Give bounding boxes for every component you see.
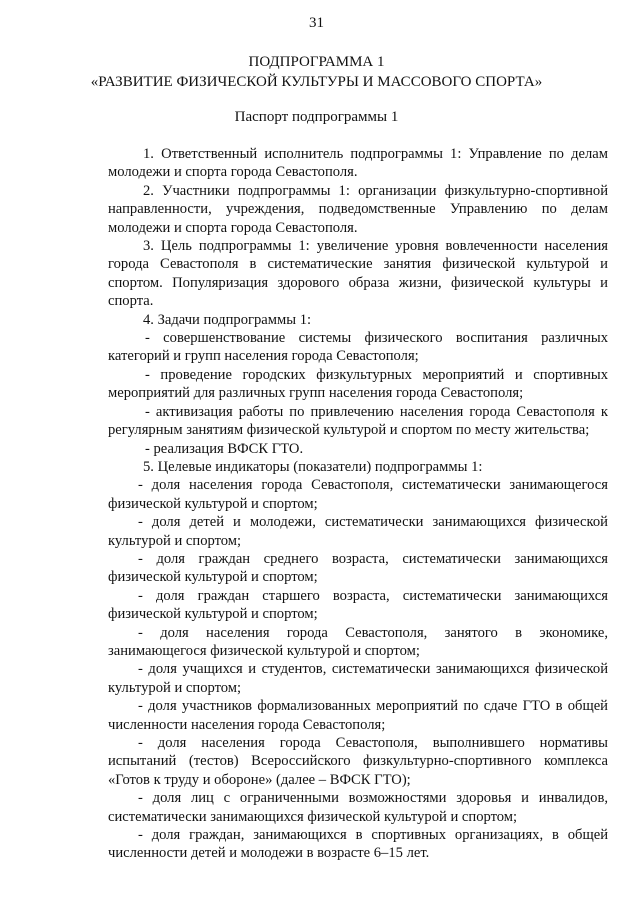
indicator-item: - доля лиц с ограниченными возможностями здоровья и инвалидов, систематически занимающихся физической культурой и спортом; <box>108 790 608 825</box>
task-item: - совершенствование системы физического воспитания различных категорий и групп населения города Севастополя; <box>108 330 608 365</box>
indicator-item: - доля граждан, занимающихся в спортивных организациях, в общей численности детей и молодежи в возрасте 6–15 лет. <box>108 827 608 862</box>
task-item: - активизация работы по привлечению населения города Севастополя к регулярным занятиям физической культурой и спортом по месту жительства; <box>108 403 608 439</box>
indicator-item: - доля населения города Севастополя, выполнившего нормативы испытаний (тестов) Всероссийского физкультурно-спортивного комплекса «Готов к труду и обороне» (далее – ВФСК ГТО); <box>108 735 608 788</box>
task-item: - реализация ВФСК ГТО. <box>145 440 304 457</box>
indicator-item: - доля населения города Севастополя, занятого в экономике, занимающегося физической культурой и спортом; <box>108 624 608 659</box>
page-number: 31 <box>309 15 324 31</box>
indicator-item: - доля граждан среднего возраста, систематически занимающихся физической культурой и спортом; <box>108 550 608 586</box>
indicator-item: - доля детей и молодежи, систематически занимающихся физической культурой и спортом; <box>108 514 608 549</box>
paragraph-responsible-executor: 1. Ответственный исполнитель подпрограммы 1: Управление по делам молодежи и спорта города Севастополя. <box>108 146 608 181</box>
paragraph-goal: 3. Цель подпрограммы 1: увеличение уровня вовлеченности населения города Севастополя в систематические занятия физической культурой и спортом. Популяризация здорового образа жизни, физической культуры и спорта. <box>108 238 608 310</box>
document-body <box>108 145 608 863</box>
passport-heading: Паспорт подпрограммы 1 <box>234 109 399 125</box>
paragraph-tasks-heading: 4. Задачи подпрограммы 1: <box>143 311 312 328</box>
paragraph-indicators-heading: 5. Целевые индикаторы (показатели) подпрограммы 1: <box>143 458 483 475</box>
indicator-item: - доля населения города Севастополя, систематически занимающегося физической культурой и спортом; <box>108 477 608 512</box>
indicator-item: - доля граждан старшего возраста, систематически занимающихся физической культурой и спортом; <box>108 587 608 623</box>
paragraph-participants: 2. Участники подпрограммы 1: организации физкультурно-спортивной направленности, учреждения, подведомственные Управлению по делам молодежи и спорта города Севастополя. <box>108 182 608 236</box>
section-title-line-1: ПОДПРОГРАММА 1 <box>248 54 385 70</box>
indicator-item: - доля участников формализованных мероприятий по сдаче ГТО в общей численности населения города Севастополя; <box>108 698 608 733</box>
section-title-line-2: «РАЗВИТИЕ ФИЗИЧЕСКОЙ КУЛЬТУРЫ И МАССОВОГО СПОРТА» <box>90 74 543 90</box>
indicator-item: - доля учащихся и студентов, систематически занимающихся физической культурой и спортом; <box>108 661 608 696</box>
task-item: - проведение городских физкультурных мероприятий и спортивных мероприятий для различных групп населения города Севастополя; <box>108 366 608 402</box>
